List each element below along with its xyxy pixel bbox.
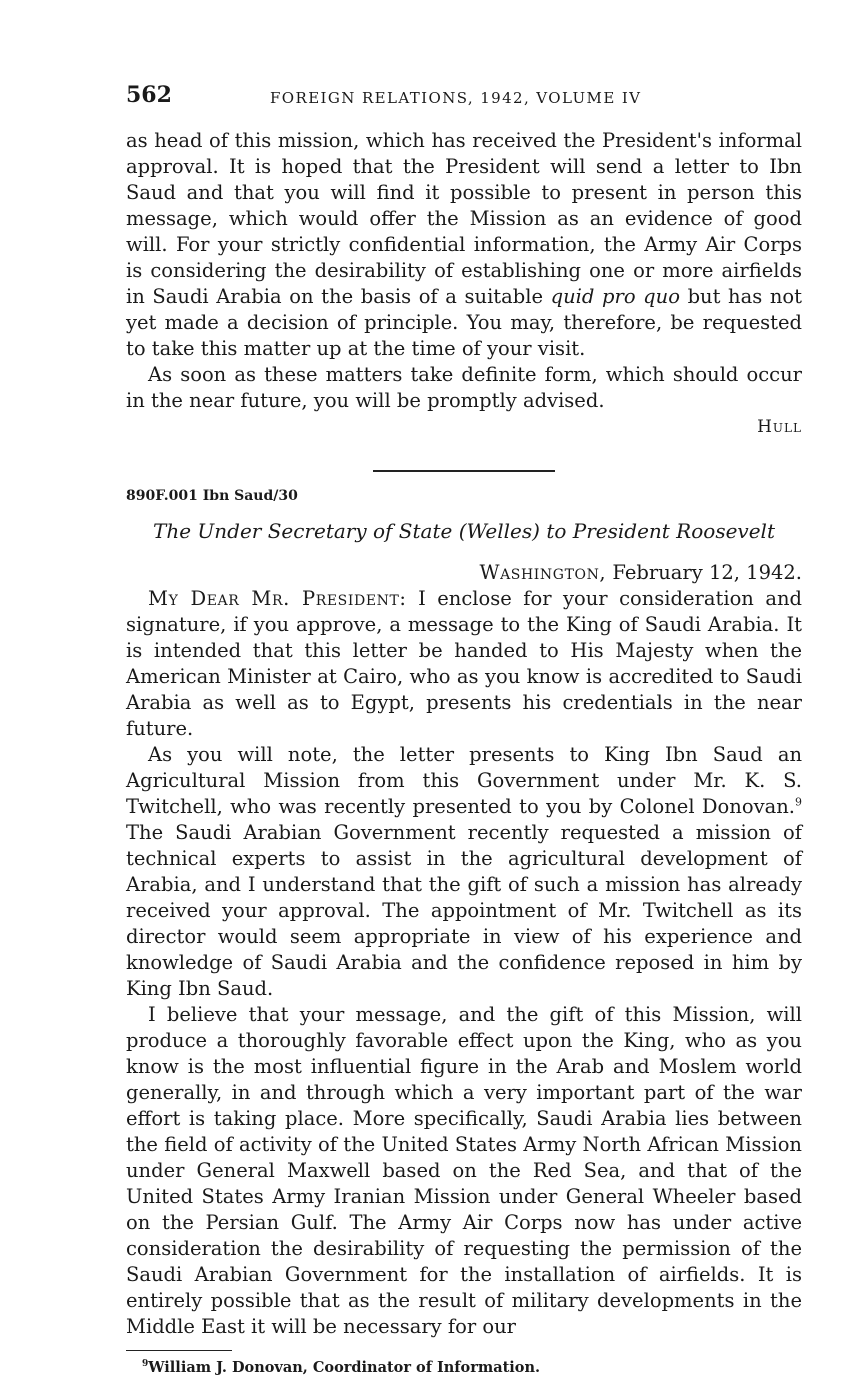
document-reference: 890F.001 Ibn Saud/30 xyxy=(126,488,298,504)
running-title: FOREIGN RELATIONS, 1942, VOLUME IV xyxy=(270,89,642,107)
footnote xyxy=(126,1359,802,1376)
footnote-rule xyxy=(126,1350,232,1351)
continuation-paragraph xyxy=(126,128,802,362)
document-page xyxy=(126,80,802,1376)
footnote-reference[interactable]: 9 xyxy=(795,795,802,809)
dateline-date: February 12, 1942. xyxy=(606,561,802,584)
section-divider xyxy=(373,470,555,472)
letter-paragraph-2-text-a: As you will note, the letter presents to King Ibn Saud an Agricultural Mission from this Government under Mr. K. S. Twitchell, who was recently presented to you by Colonel Donovan. xyxy=(126,743,802,818)
dateline xyxy=(126,560,802,586)
page-number: 562 xyxy=(126,82,172,108)
letter-paragraph-2-text-b: The Saudi Arabian Government recently requested a mission of technical experts to assist in the agricultural development of Arabia, and I understand that the gift of such a mission has already received your approval. The appointment of Mr. Twitchell as its director would seem appropriate in view of his experience and knowledge of Saudi Arabia and the confidence reposed in him by King Ibn Saud. xyxy=(126,821,802,1000)
continuation-text-1: as head of this mission, which has received the President's informal approval. It is hoped that the President will send a letter to Ibn Saud and that you will find it possible to present in person this message, which would offer the Mission as an evidence of good will. For your strictly confidential information, the Army Air Corps is considering the desirability of establishing one or more airfields in Saudi Arabia on the basis of a suitable xyxy=(126,129,802,308)
continuation-paragraph-2: As soon as these matters take definite form, which should occur in the near future, you will be promptly advised. xyxy=(126,363,802,412)
footnote-marker: 9 xyxy=(142,1359,149,1370)
salutation: My Dear Mr. President: xyxy=(148,587,407,610)
letter-paragraph-1-text: I enclose for your consideration and signature, if you approve, a message to the King of Saudi Arabia. It is intended that this letter be handed to His Majesty when the American Minister at Cairo, who as you know is accredited to Saudi Arabia as well as to Egypt, presents his credentials in the near future. xyxy=(126,587,802,740)
document-heading: The Under Secretary of State (Welles) to President Roosevelt xyxy=(152,519,775,543)
footnote-text: William J. Donovan, Coordinator of Information. xyxy=(148,1359,541,1376)
letter-paragraph-2 xyxy=(126,742,802,1002)
running-header xyxy=(126,80,802,114)
italic-phrase: quid pro quo xyxy=(550,285,680,308)
letter-paragraph-1 xyxy=(126,586,802,742)
dateline-place: Washington, xyxy=(479,561,607,584)
letter-paragraph-3: I believe that your message, and the gift of this Mission, will produce a thoroughly favorable effect upon the King, who as you know is the most influential figure in the Arab and Moslem world generally, in and through which a very important part of the war effort is taking place. More specifically, Saudi Arabia lies between the field of activity of the United States Army North African Mission under General Maxwell based on the Red Sea, and that of the United States Army Iranian Mission under General Wheeler based on the Persian Gulf. The Army Air Corps now has under active consideration the desirability of requesting the permission of the Saudi Arabian Government for the installation of airfields. It is entirely possible that as the result of military developments in the Middle East it will be necessary for our xyxy=(126,1003,802,1338)
signature: Hull xyxy=(757,417,802,437)
continuation-text-2: but has not yet made a decision of principle. You may, therefore, be requested to take this matter up at the time of your visit. xyxy=(126,285,802,360)
